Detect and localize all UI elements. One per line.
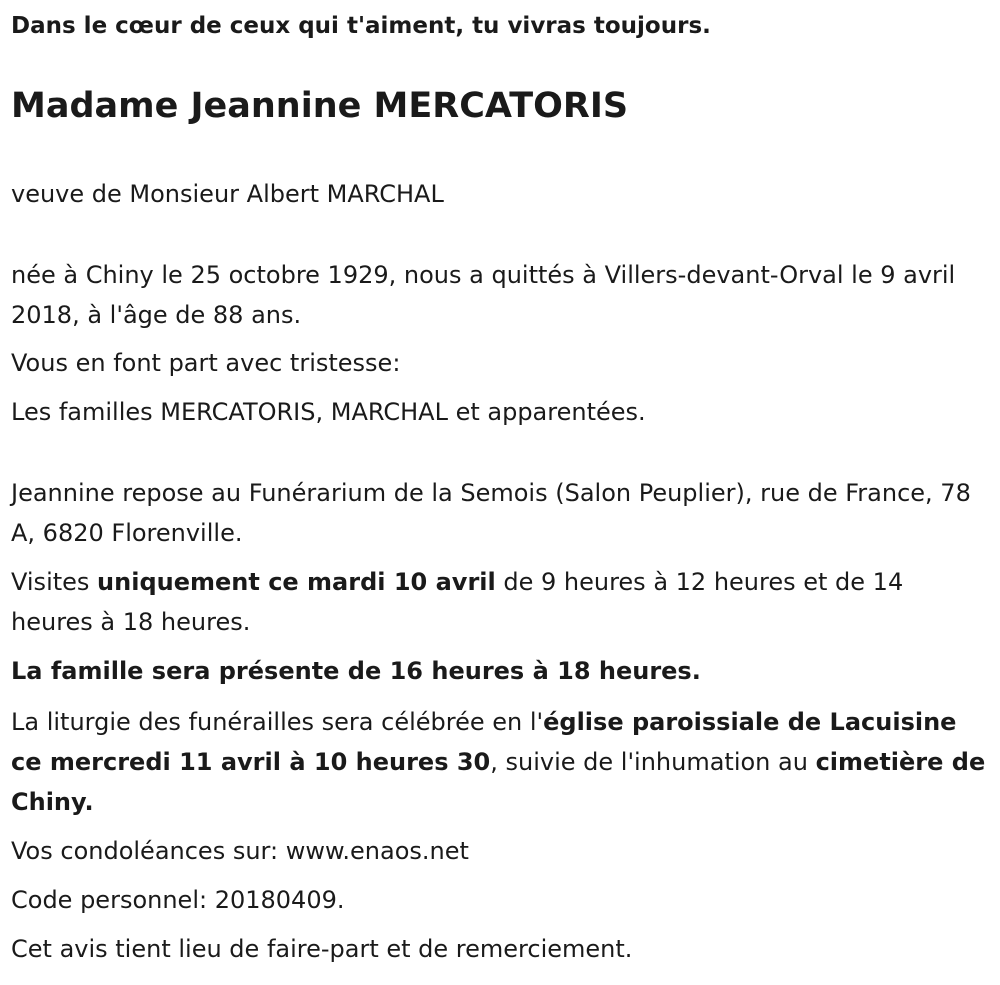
families: Les familles MERCATORIS, MARCHAL et apparentées. bbox=[11, 398, 646, 426]
visits-suffix: de 9 heures à 12 heures et de 14 heures à 18 heures. bbox=[11, 568, 904, 636]
widow-of: veuve de Monsieur Albert MARCHAL bbox=[11, 180, 444, 208]
announce-intro: Vous en font part avec tristesse: bbox=[11, 349, 401, 377]
closing-note: Cet avis tient lieu de faire-part et de remerciement. bbox=[11, 935, 633, 963]
family-presence: La famille sera présente de 16 heures à 18 heures. bbox=[11, 657, 701, 685]
visits-prefix: Visites bbox=[11, 568, 98, 596]
deceased-name: Madame Jeannine MERCATORIS bbox=[11, 86, 629, 126]
personal-code: Code personnel: 20180409. bbox=[11, 886, 345, 914]
repose-info: Jeannine repose au Funérarium de la Semois (Salon Peuplier), rue de France, 78 A, 6820 Florenville. bbox=[11, 479, 971, 547]
liturgy-cemetery: cimetière de Chiny. bbox=[11, 748, 986, 816]
liturgy-church: église paroissiale de Lacuisine ce mercredi 11 avril à 10 heures 30 bbox=[11, 708, 957, 776]
liturgy-middle: , suivie de l'inhumation au bbox=[490, 748, 816, 776]
birth-death-info: née à Chiny le 25 octobre 1929, nous a quittés à Villers-devant-Orval le 9 avril 2018, à l'âge de 88 ans. bbox=[11, 261, 956, 329]
liturgy-info bbox=[11, 702, 986, 822]
condolences-info: Vos condoléances sur: www.enaos.net bbox=[11, 837, 469, 865]
visits-info bbox=[11, 562, 986, 642]
epigraph: Dans le cœur de ceux qui t'aiment, tu vivras toujours. bbox=[11, 13, 711, 39]
liturgy-prefix: La liturgie des funérailles sera célébrée en l' bbox=[11, 708, 544, 736]
visits-date: uniquement ce mardi 10 avril bbox=[97, 568, 496, 596]
